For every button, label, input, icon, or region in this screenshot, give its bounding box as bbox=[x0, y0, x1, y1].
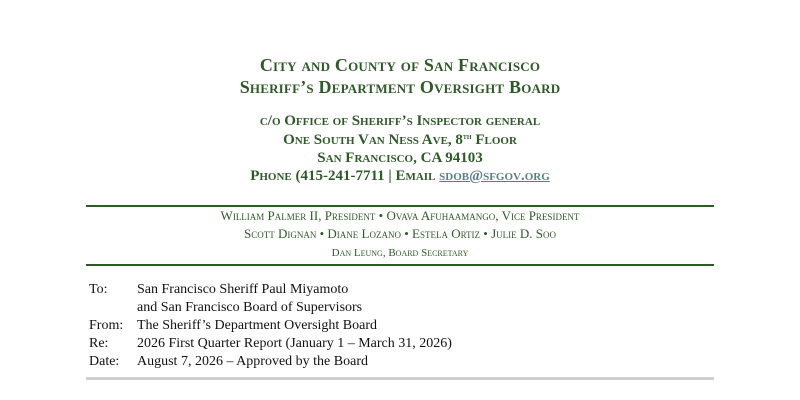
memo-date-label: Date: bbox=[89, 354, 120, 369]
board-secretary: Dan Leung, Board Secretary bbox=[331, 247, 469, 259]
letterhead-contact-line bbox=[0, 168, 800, 185]
address-floor: Floor bbox=[471, 132, 517, 148]
memo-from-value: The Sheriff’s Department Oversight Board bbox=[137, 318, 378, 333]
memo-to-label: To: bbox=[89, 282, 108, 297]
memo-from-row bbox=[89, 318, 709, 337]
memo-date-row bbox=[89, 354, 709, 373]
letterhead-address-line3: San Francisco, CA 94103 bbox=[317, 150, 483, 166]
letterhead-city-county: City and County of San Francisco bbox=[259, 55, 541, 75]
email-link[interactable]: sdob@sfgov.org bbox=[439, 168, 550, 184]
letterhead-board-name: Sheriff’s Department Oversight Board bbox=[239, 77, 561, 97]
memo-to-row bbox=[89, 282, 709, 301]
memo-re-row bbox=[89, 336, 709, 355]
memo-to-row-continued bbox=[89, 300, 709, 319]
memo-divider bbox=[86, 377, 714, 380]
bottom-divider bbox=[86, 264, 714, 266]
memo-date-value: August 7, 2026 – Approved by the Board bbox=[137, 354, 368, 369]
memo-to-value: San Francisco Sheriff Paul Miyamoto bbox=[137, 282, 349, 297]
memo-to-value-line2: and San Francisco Board of Supervisors bbox=[137, 300, 363, 315]
board-members-line1: William Palmer II, President • Ovava Afuhaamango, Vice President bbox=[220, 208, 580, 223]
memo-re-label: Re: bbox=[89, 336, 109, 351]
letterhead-address-line1: c/o Office of Sheriff’s Inspector general bbox=[259, 113, 541, 129]
address-street: One South Van Ness Ave, 8 bbox=[283, 132, 463, 148]
letterhead-address-line2 bbox=[0, 132, 800, 149]
top-divider bbox=[86, 205, 714, 207]
memo-re-value: 2026 First Quarter Report (January 1 – March 31, 2026) bbox=[137, 336, 452, 351]
address-superscript: th bbox=[462, 131, 472, 141]
phone-text: Phone (415-241-7711 | Email bbox=[250, 168, 440, 184]
board-members-line2: Scott Dignan • Diane Lozano • Estela Ortiz • Julie D. Soo bbox=[243, 226, 557, 241]
memo-from-label: From: bbox=[89, 318, 124, 333]
